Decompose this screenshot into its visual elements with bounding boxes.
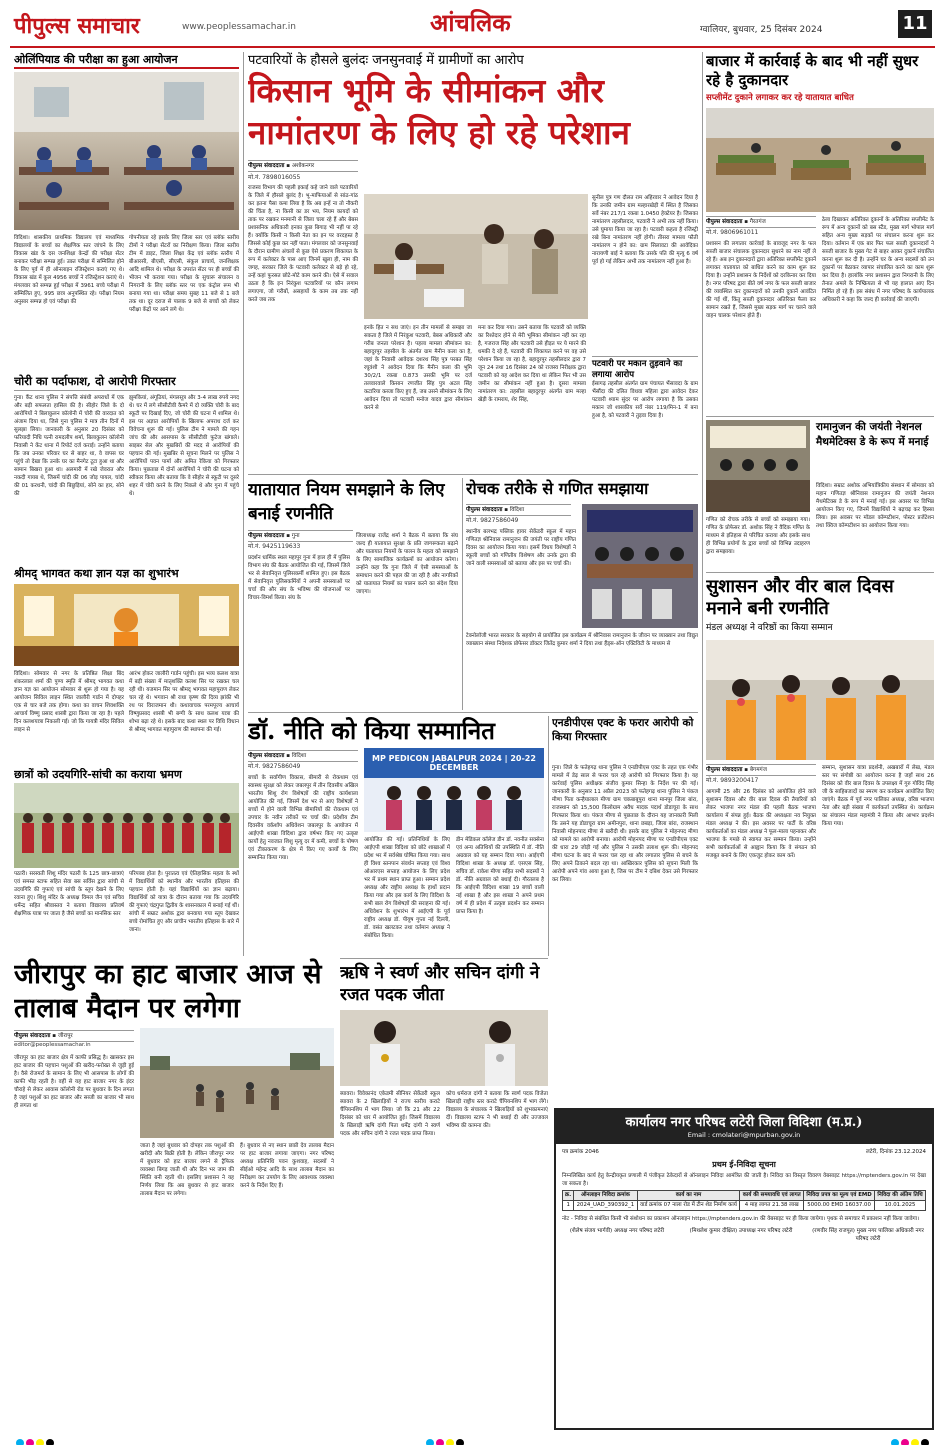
neeti-article (248, 716, 544, 956)
kisan-article (248, 52, 698, 472)
dukandar-place: गैरतगंज (749, 219, 766, 225)
rochak-body-1: स्थानीय बलभद्र पब्लिक हायर सेकेंडरी स्कूल में महान गणितज्ञ श्रीनिवास रामानुजन की जयंती पर राष्ट्रीय गणित दिवस का आयोजन किया गया। इसमें विधय विशेषज्ञों ने स्कूली बच्चों को गणितीय विशेषण और उनके द्वारा की जाने वाली समस्याओं को बताया और इस पर चर्चा की। (466, 529, 576, 567)
theft-body-2: झुमकियां, अंगूठियां, मंगलसूत्र और 3-4 लाख रुपये नगद थे। घर में लगे सीसीटीवी कैमरे में दो व्यक्ति चोरी के बाद स्कूटी पर दिखाई दिए, जो चोरी की घटना में शामिल थे। इस पर अज्ञात आरोपियों के खिलाफ अपराध दर्ज कर विवेचना शुरू की गई। पुलिस टीम ने मामले की गहन जांच की और आसपास के सीसीटीवी फुटेज खंगाले। साइबर सेल और मुखबिरों की मदद से आरोपियों की पहचान की गई। मुखबिर से सूचना मिलने पर पुलिस ने आरोपियों पवन पार्मा और अमित रेकिया को गिरफ्तार किया। पूछताछ में दोनों आरोपियों ने चोरी की घटना को स्वीकार किया और बताया कि वे सीहोर से स्कूटी पर दूसरे शहर में चोरी करने के लिए निकले थे और गुना में पहुंचे थे। (129, 395, 239, 497)
sanchi-body-2: परिपक्व होता है। पुरातत्व एवं ऐतिहासिक महत्व के स्थों में विद्यार्थियों को स्थानीय और भारतीय इतिहास की पहचान होती है। यहां विद्यार्थियों का ज्ञान बढ़ाया। विद्यार्थियों को यात्रा के दौरान बताया गया कि उदयगिरि की गुफाएं चंद्रगुप्त द्वितीय के शासनकाल में बनाई गई थीं। सांची में सम्राट अशोक द्वारा बनवाया गया स्तूप देखकर बच्चे रोमांचित हुए और प्राचीन भारतीय इतिहास के बारे में जाना। (129, 871, 239, 933)
tender-th-fee: निविदा प्रपत्र का मूल्य एवं EMD (804, 1191, 875, 1201)
sanchi-body-1: पठारी। सरस्वती शिशु मंदिर पठारी के 125 छात्र-छात्राएं एवं समस्त स्टाफ सहित सेवा बस सर्विस द्वारा सांची से उदयगिरि की गुफाएं एवं सांची के स्तूप देखने के लिए रवाना हुए। शिशु मंदिर के अध्यक्ष विमल जैन एवं सचिव धर्मेन्द्र सहित श्रीवास्तव ने बताया विद्यालय प्रतिवर्ष शैक्षणिक यात्रा पर जाता है जैसे बच्चों का मानसिक स्तर (14, 871, 124, 917)
math-seminar-illustration (582, 504, 698, 628)
ramanujan-photo (706, 420, 810, 512)
bhagwat-article (14, 566, 239, 766)
tender-note: नोट - निविदा से संबंधित किसी भी संशोधन का प्रकाशन ऑनलाइन https://mptenders.gov.in की वेबसाइट पर ही किया जायेगा। पृथक से समाचार में प्रकाशन नहीं किया जावेगा। (562, 1216, 920, 1222)
tender-td-period: 4 माह लागत 21.38 लाख (740, 1201, 804, 1211)
jeerapur-bureau: पीपुल्स संवाददाता (14, 1033, 51, 1039)
tender-th-period: कार्य की समयावधि एवं लागत (740, 1191, 804, 1201)
market-ground-illustration (140, 1028, 334, 1138)
dukandar-deck: सप्लीमेंट दुकाने लगाकर कर रहे यातायात बाधित (706, 93, 854, 103)
jeerapur-body-3: हैं। बुधवार से नए स्थान छाप्री देव तालाब मैदान पर हाट बाजार लगाया जाएगा। नगर परिषद अध्यक्ष प्रतिनिधि पवन कुशवाह, सदस्यों ने सीईओ महेन्द्र आदि के साथ तालाब मैदान का निरीक्षण कर उपयोग के लिए आवश्यक व्यवस्था करने के निर्देश दिए हैं। (240, 1143, 334, 1189)
bhagwat-title: श्रीमद् भागवत कथा ज्ञान यज्ञ का शुभारंभ (14, 567, 179, 580)
tender-header (556, 1110, 932, 1144)
tender-th-work: कार्य का नाम (637, 1191, 740, 1201)
dukandar-byline: पीपुल्स संवाददाता ▪ गैरतगंज (706, 216, 816, 228)
yatayat-body-2: जिलाध्यक्ष राजेंद्र शर्मा ने बैठक में बताया कि संघ जल्द ही यातायात सुरक्षा के प्रति जागरूकता बढ़ाने और यातायात नियमों के पालन के महत्व को समझाने के लिए सामाजिक कार्यक्रमों का आयोजन करेगा। उन्होंने कहा कि गुना जिले में ऐसी समस्याओं के समाधान करने की पहल की जा रही है और नागरिकों को यातायात नियमों का पालन करने का संदेश दिया जाएगा। (356, 533, 458, 595)
jeerapur-email[interactable]: editor@peoplessamachar.in (14, 1042, 91, 1048)
yatayat-mobile: मो.नं. 9425119633 (248, 543, 301, 550)
rochak-title: रोचक तरीके से गणित समझाया (466, 479, 649, 498)
tender-th-sno: क्र. (563, 1191, 574, 1201)
page-number-badge (898, 10, 932, 38)
neeti-byline: पीपुल्स संवाददाता ▪ विदिशा (248, 750, 358, 762)
tender-td-fee: 5000.00 EMD 16037.00 (804, 1201, 875, 1211)
vegetable-market-illustration (706, 108, 934, 212)
tender-notice (554, 1108, 934, 1430)
sushasan-byline: पीपुल्स संवाददाता ▪ बेगमगंज (706, 764, 816, 776)
sushasan-body-2: सम्मान, सुशासन यात्रा प्रदर्शनी, अखबारों में लेख, मंडल स्तर पर संगोष्ठी का आयोजन करना है जहाँ साथ 26 दिसंबर को वीर बाल दिवस के उपलक्ष्य में गुरु गोविंद सिंह जी के साहिबजादों का स्मरण कर कार्यक्रम आयोजित किए जाएंगे। बैठक में पूर्व नगर पालिका अध्यक्ष, वरिष्ठ भाजपा नेता और बड़ी संख्या में कार्यकर्ता उपस्थित थे। कार्यक्रम का संचालन मंडल महामंत्री ने किया और आभार प्रदर्शन किया गया। (822, 765, 934, 827)
tender-table-header (563, 1191, 926, 1201)
ramanujan-body: विदिशा। सम्राट अशोक अभियांत्रिकीय संस्थान में सोमवार को महान गणितज्ञ श्रीनिवास रामानुजन की जयंती नेशनल मैथमेटिक्स डे के रूप में मनाई गई। इस अवसर पर विभिन्न आयोजन किए गए, जिनमें विद्यार्थियों ने बढ़चढ़ कर हिस्सा लिया। इस अवसर पर मॉडल कॉम्पटीशन, पोस्टर प्रजेंटेशन तथा क्विज कॉम्पटीशन का आयोजन किया गया। (816, 483, 934, 529)
neeti-bureau: पीपुल्स संवाददाता (248, 753, 285, 759)
rochak-place: विदिशा (509, 507, 525, 513)
theft-body-1: गुना। कैंट थाना पुलिस ने संपत्ति संबंधी अपराधों में एक और बड़ी सफलता हासिल की है। सीहोर जिले के दो आरोपियों ने बिलाकुलन कॉलोनी में चोरी की वारदात को अंजाम दिया था, जिसे गुना पुलिस ने मात्र तीन दिनों में सुलझा लिया। जानकारी के अनुसार 20 दिसंबर को फरियादी निधि पत्नी रामदलीप शर्मा, बिलाकुलन कॉलोनी निवासी ने केंट थाना में रिपोर्ट दर्ज कराई। उन्होंने बताया कि जब उनका परिवार घर से बाहर था, वे वापस घर पहुंचे तो देखा कि उनके घर का मैनगेट टूटा हुआ था और सामान बिखरा हुआ था। अलमारी में रखे जेवरात और नकदी गायब थे, जिसमें चांदी की 06 जोड़ पायल, चांदी की 01 करधनी, चांदी की बिछुड़ियां, सोने का हार, सोने की (14, 395, 124, 497)
neeti-title: डॉ. नीति को किया सम्मानित (248, 716, 495, 745)
tender-td-sno: 1 (563, 1201, 574, 1211)
sushasan-deck: मंडल अध्यक्ष ने वरिष्ठों का किया सम्मान (706, 623, 833, 633)
theft-title: चोरी का पर्दाफाश, दो आरोपी गिरफ्तार (14, 372, 239, 391)
tender-sign-vice: (मिथलेश कुमार दीक्षित) उपाध्यक्ष नगर परिषद लटेरी (689, 1228, 793, 1234)
olympiad-article (14, 52, 239, 372)
rochak-article (466, 478, 698, 710)
neeti-mobile: मो.नं. 9827586049 (248, 763, 301, 770)
olympiad-photo (14, 72, 239, 230)
olympiad-title: ओलिंपियाड की परीक्षा का हुआ आयोजन (14, 52, 239, 69)
olympiad-body-2: गोपनीयता रहे इसके लिए जिला स्तर एवं ब्लॉक स्तरीय टीमों ने परीक्षा सेंटरों का निरीक्षण किया। जिला स्तरीय टीम में डाइट, जिला शिक्षा केंद्र एवं ब्लॉक स्तरीय में बीआरसी, बीएसी, सीएसी, संकुल प्राचार्य, जनशिक्षक आदि शामिल थे। परीक्षा के उपरांत सेंटर पर ही बच्चों की भीजन भी कराया गया। परीक्षा के सुचारू संचालन व निगरानी के लिए ब्लॉक स्तर पर एक कंट्रोल रूम भी बनाया गया था। परीक्षा समय सुबह 11 बजे से 1 बजे तक था। दूर दराज से पालक 9 बजे से बच्चों को लेकर परीक्षा केंद्रों पर आने लगे थे। (129, 235, 239, 313)
theft-article (14, 372, 239, 562)
medal-winners-illustration (340, 1010, 548, 1086)
tender-table (562, 1190, 926, 1211)
sushasan-title: सुशासन और वीर बाल दिवस मनाने बनी रणनीति (706, 576, 894, 619)
dukandar-bureau: पीपुल्स संवाददाता (706, 219, 743, 225)
sanchi-title: छात्रों को उदयगिरि-सांची का कराया भ्रमण (14, 768, 182, 781)
table-row (563, 1201, 926, 1211)
rochak-body-2: टेक्नोलॉजी भारत सरकार के सहयोग से प्रायोजित इस कार्यक्रम में श्रीनिवास रामानुजन के जीवन पर व्याख्यान तथा विद्युत व्याख्यान संस्था निदेशक प्रोफेसर डॉक्टर जितेंद्र कुमार शर्मा ने दिया तथा हैंड्स-ऑन एक्टिविटी के माध्यम से (466, 633, 698, 647)
rochak-mobile: मो.नं. 9827586049 (466, 517, 519, 524)
neeti-photo (364, 748, 544, 832)
yatayat-bureau: पीपुल्स संवाददाता (248, 533, 285, 539)
students-group-illustration (14, 783, 239, 868)
tender-ref: पत्र क्रमांक 2046 (562, 1149, 599, 1155)
jeerapur-article (14, 958, 334, 1428)
dukandar-photo (706, 108, 934, 212)
kisan-title: किसान भूमि के सीमांकन और नामांतरण के लिए हो रहे परेशान (248, 71, 630, 152)
tender-sign-cmo: (रणवीर सिंह राजपूत) मुख्य नगर पालिका अधिकारी नगर परिषद लटेरी (812, 1228, 924, 1242)
yatayat-title: यातायात नियम समझाने के लिए बनाई रणनीति (248, 480, 445, 524)
dukandar-body-2: ठेला दिखाकर अतिरिक्त दुकानों के अतिरिक्त सप्लीमेंट के रूप में अन्य दुकानों को बस स्टैंड, मुख्य मार्ग भोपाल मार्ग सहित अन्य मुख्य सड़कों पर संचालन करना शुरू कर दिया। वर्तमान में एक बार फिर फल सब्जी दुकानदारों ने सब्जी बाजार के मुख्य गेट से बाहर आकर दुकानें संचालित करना शुरू कर दी है। उन्होंने घर के अन्य सदस्यों को उन दुकानों पर बैठाकर व्यापार संचालित करने का काम शुरू कर दिया है। हालांकि नगर प्रशासन द्वारा निगरानी के लिए तैनात अमले के निष्क्रियता से भी यह हालात आए दिन निर्मित हो रहे हैं। इस संबंध में नगर परिषद के कार्यपालक अधिकारी ने कहा कि जल्द ही कार्रवाई की जाएगी। (822, 217, 934, 303)
section-name: आंचलिक (430, 8, 511, 37)
kisan-body-3: मना कर दिया गया। उसने बताया कि पटवारी को व्यक्ति का रिश्तेदार होने से मेरी भूमिका सीमांकन नहीं कर रहा है, गजराज सिंह और पटवारी उसे हीड़त पर ये मारने की धमकी दे रहे हैं, पटवारी की शिकायत करने पर वह उसे परेशान किया जा रहा है, बहादुरपुर तहसीलदार द्वारा 7 जून 24 तथा 16 दिसंबर 24 को राजस्व निरीक्षक द्वारा पटवारी को यह आदेश कर दिया था लेकिन फिर भी उस जमीन का सीमांकन नहीं हुआ है। दूसरा मामला नामांतरण का: तहसील बहादुरपुर अंतर्गत ग्राम मल्हा खेड़ी के रामराय, शेर सिंह, (478, 325, 586, 403)
sanchi-body (14, 870, 239, 952)
bhagwat-photo (14, 584, 239, 666)
tender-intro: निम्नलिखित कार्य हेतु केन्द्रीयकृत प्रणाली में पंजीकृत ठेकेदारों से ऑनलाइन निविदा आमंत्रित की जाती है। निविदा का विस्तृत विवरण वेबसाइट https://mptenders.gov.in पर देखा जा सकता है। (562, 1173, 926, 1187)
olympiad-body-1: विदिशा। शासकीय प्राथमिक विद्यालय एवं माध्यमिक विद्यालयों के बच्चों का शैक्षणिक स्तर जांचने के लिए विकास खंड के दस जनशिक्षा केन्द्रों की परीक्षा सेंटर बनाकर परीक्षा सम्पन्न हुई। उक्त परीक्षा में सम्मिलित होने के लिए पूर्व में ही ऑनलाइन रजिस्ट्रेशन कराएं गए थे। विकास खंड में कुल 4956 बच्चों ने रजिस्ट्रेशन कराएं थे। मंगलवार को सम्पन्न हुई परीक्षा में 3961 बच्चे परीक्षा में सम्मिलित हुए, 995 छात्र अनुपस्थित रहे। परीक्षा नियम अनुसार सम्पन्न हो एवं परीक्षा की (14, 235, 124, 305)
sushasan-photo (706, 640, 934, 760)
kisan-bureau: पीपुल्स संवाददाता (248, 163, 285, 169)
kisan-subhead: पटवारी पर मकान तुड़वाने का लगाया आरोप (592, 356, 698, 381)
katha-stage-illustration (14, 584, 239, 666)
rishi-article (340, 962, 548, 1152)
page-number: 11 (902, 13, 928, 34)
tender-sign-president: (शैलेष संजय भार्गवी) अध्यक्ष नगर परिषद लटेरी (569, 1228, 665, 1234)
ramanujan-article (706, 420, 934, 570)
ndps-article (552, 716, 698, 1106)
jeerapur-byline: पीपुल्स संवाददाता ▪ जीरापुर (14, 1030, 134, 1042)
yatayat-article (248, 478, 458, 710)
ramanujan-title: रामानुजन की जयंती नेशनल मैथमेटिक्स डे के रूप में मनाई (816, 421, 929, 448)
kisan-byline: पीपुल्स संवाददाता ▪ अशोकनगर (248, 160, 358, 172)
rishi-body-2: कोच धर्मराज दांगी ने बताया कि स्वर्ण पदक विजेता खिलाड़ी राष्ट्रीय स्तर कराटे चैंपियनशिप में भाग लेंगे। विद्यालय के संचालक ने खिलाड़ियों को शुभकामनाएं दीं। विद्यालय स्टाफ ने भी बधाई दी और उज्जवल भविष्य की कामना की। (446, 1091, 548, 1129)
rochak-body-3: गणित को रोचक तरीके से बच्चों को समझाया गया। गणित के प्रोफेसर डॉ. अशोक सिंह ने वैदिक गणित के माध्यम से इतिहास से परिचित कराया और इसके साथ ही विभिन्न प्रयोगों के द्वारा बच्चों को विभिन्न उदाहरण द्वारा समझाया। (706, 517, 810, 555)
dukandar-mobile: मो.नं. 9806961011 (706, 229, 759, 236)
kisan-photo (364, 194, 588, 319)
color-registration-marks (0, 1438, 945, 1445)
jansunwai-illustration (364, 194, 588, 319)
jeerapur-body-2: जाता है जहां बुधवार को दोपहर तक पशुओं की खरीदी और बिक्री होती है। लेकिन जीरापुर नगर में बुधवार को हाट बाजार लगने से ट्रैफिक व्यवस्था बिगड़ जाती थी और दिन भर जाम की स्थिति बनी रहती थी। इसलिए प्रशासन ने यह निर्णय लिया कि अब बुधवार से हाट बाजार तालाब मैदान पर लगेगा। (140, 1143, 234, 1197)
jeerapur-body-1: जीरापुर का हाट बाजार क्षेत्र में काफी प्रसिद्ध है। खासकर इस हाट बाजार की पहचान पशुओं की खरीद-फरोख्त से जुड़ी हुई है। वैसे रोजमर्रा के सामान के लिए भी आसपास के लोगों की काफी भीड़ रहती है। वहीं से यह हाट बाजार नगर के इंदर चौराहे से लेकर आवास कॉलोनी रोड पर बुधवार के दिन लगता है जहां पशुओं का हाट बाजार और सब्जी का बाजार भी साथ ही लगता था (14, 1055, 134, 1109)
yatayat-body-1: प्रदर्शन धार्मिक स्थल महापुर गुना में हाल ही में पुलिस विभाग संघ की बैठक आयोजित की गई, जिसमें जिले भर से सेवानिवृत्त पुलिसकर्मी शामिल हुए। इस बैठक में सेवानिवृत्त पुलिसकर्मियों ने अपनी समस्याओं पर चर्चा की और संघ के भविष्य की योजनाओं पर विचार-विमर्श किया। संघ के (248, 555, 350, 601)
exam-hall-illustration (14, 72, 239, 230)
dukandar-article (706, 52, 934, 414)
sushasan-article (706, 576, 934, 986)
sushasan-bureau: पीपुल्स संवाददाता (706, 767, 743, 773)
dateline: ग्वालियर, बुधवार, 25 दिसंबर 2024 (700, 25, 823, 35)
sushasan-place: बेगमगंज (749, 767, 767, 773)
neeti-body-1: बच्चों के सर्वांगीण विकास, बीमारी से रोकथाम एवं स्वास्थ्य सुरक्षा को लेकर जबलपुर में तीन दिवसीय अखिल भारतीय शिशु रोग विशेषज्ञों की राष्ट्रीय कार्यशाला आयोजित की गई, जिसमें देश भर से आए विशेषज्ञों ने बच्चों में होने वाली विभिन्न बीमारियों की रोकथाम एवं उपचार के नवीन तरीकों पर चर्चा की। प्रदेशीय टीम दिवसीय वर्कशॉप अधिवेशन जबलपुर के आयोजन में आईएपी शाखा विदिशा द्वारा वर्षभर किए गए उत्कृष्ट कार्यों हेतु नवजात शिशु मृत्यु दर में कमी, बच्चों के पोषण एवं टीकाकरण के क्षेत्र में किए गए कार्यों के लिए सम्मानित किया गया। (248, 775, 358, 861)
tender-notice-label: प्रथम ई-निविदा सूचना (712, 1160, 776, 1169)
kisan-kicker: पटवारियों के हौसले बुलंदः जनसुनवाई में ग्रामीणों का आरोप (248, 53, 524, 68)
masthead (0, 0, 945, 50)
kisan-body-4: सुनील पुत्र गण दौलत राम अहिरवार ने आवेदन दिया है कि उनकी जमीन ग्राम मल्हारखेड़ी में स्थित है जिसका सर्वे नंबर 217/1 रकबा 1.0450 हेक्टेयर है। जिसका नामांतरण तहसीलदार, पटवारी ने अभी तक नहीं किया। उसे घुमाया किया जा रहा है। पटवारी कहता है रजिस्ट्री रखे बिना नामांतरण नहीं होगी। तीसरा मामला फौती नामांतरण न होने का: ग्राम सिलावटा की आवेदिका नारायणी बाई ने बताया कि उसके पति की मृत्यु 6 वर्ष पूर्व हो गई लेकिन अभी तक नामांतरण नहीं हुआ है। (592, 195, 698, 265)
paper-name: पीपुल्स समाचार (14, 13, 140, 39)
rochak-bureau: पीपुल्स संवाददाता (466, 507, 503, 513)
paper-website[interactable]: www.peoplessamachar.in (182, 22, 296, 32)
dukandar-body-1: प्रशासन की लगातार कार्रवाई के बावजूद नगर के फल सब्जी बाजार संचालक दुकानदार सुधरने का नाम नहीं ले रहे हैं। अब इन दुकानदारों द्वारा अतिरिक्त सप्लीमेंट दुकानें लगाकर यातायात को बाधित करने का काम शुरू कर दिया है। उन्होंने प्रशासन के निर्देशों को दरकिनार कर दिया है। नगर परिषद द्वारा बीते वर्ष नगर के फल सब्जी बाजार की व्यवस्थित कर दुकानदारों को उनकी दुकानें आवंटित की गई थीं, किंतु सब्जी दुकानदार अतिरिक्त फैला कर सामान रखते हैं, जिससे मुख्य सड़क मार्ग पर चलने वाले वाहन चालक परेशान होते हैं। (706, 241, 816, 319)
kisan-body-2: इनके हित न सध जाएं। इन तीन मामलों से समझा जा सकता है जिले में निरंकुश पटवारी, बेबस अधिकारी और गरीब जनता परेशान है। पहला मामला सीमांकन का: बहादुरपुर तहसील के अंतर्गत ग्राम मैनीन कला का है, जहां के निवासी आवेदक दशरथ सिंह पुत्र परबत सिंह रघुवंशी ने आवेदन दिया कि मैनीन कला की भूमि 30/2/1 रकबा 0.873 उसकी भूमि पर दर्ज तलवारवाले किसान रणजीत सिंह पुत्र अटल सिंह कटारिया कब्जा किए हुए हैं, जब उसने सीमांकन के लिए आवेदन दिया तो पटवारी मनोज यादव द्वारा सीमांकन करने से (364, 325, 472, 411)
sushasan-body-1: आगामी 25 और 26 दिसंबर को आयोजित होने वाले सुशासन दिवस और वीर बाल दिवस की तैयारियों को लेकर भाजपा नगर मंडल की पहली बैठक भाजपा कार्यालय में संपन्न हुई। बैठक की अध्यक्षता नव नियुक्त मंडल अध्यक्ष ने की। इस अवसर पर पार्टी के वरिष्ठ कार्यकर्ताओं का मंडल अध्यक्ष ने फूल-माला पहनाकर और भाजपा के गमछे से स्वागत कर सम्मान किया। उन्होंने सभी कार्यकर्ताओं से आह्वान किया कि वे संगठन को मजबूत बनाने के लिए एकजुट होकर काम करें। (706, 789, 816, 859)
rochak-byline: पीपुल्स संवाददाता ▪ विदिशा (466, 504, 571, 516)
jeerapur-photo (140, 1028, 334, 1138)
rochak-photo (582, 504, 698, 628)
tender-th-lastdate: निविदा की अंतिम तिथि (875, 1191, 926, 1201)
print-registration-bar (0, 1434, 945, 1445)
neeti-body-2: आयोजित की गई। प्रतिनिधियों के लिए आईएपी शाखा विदिशा को छोटे शाखाओं में प्रदेश भर में सर्वश्रेष्ठ घोषित किया गया। साथ ही विश्व स्तनपान संवर्धन सप्ताह एवं विश्व ओआरएस सप्ताह आयोजन के लिए प्रदेश भर में प्रथम स्थान प्राप्त हुआ। सम्मान प्रदेश अध्यक्ष और राष्ट्रीय अध्यक्ष के हाथों प्रदान किया गया और इस कार्य के लिए विदिशा के सभी बाल रोग विशेषज्ञों की सराहना की गई। अधिवेशन के शुभारंभ में आईएपी के पूर्व राष्ट्रीय अध्यक्ष डॉ. पीयूष गुप्ता नई दिल्ली, डॉ. वसंत खलटकर तथा वर्तमान अध्यक्ष ने संबोधित किया। (364, 837, 450, 939)
jeerapur-title: जीरापुर का हाट बाजार आज से तालाब मैदान पर लगेगा (14, 959, 322, 1024)
yatayat-place: गुना (291, 533, 300, 539)
ndps-title: एनडीपीएस एक्ट के फरार आरोपी को किया गिरफ्तार (552, 717, 694, 743)
tender-email[interactable]: Email : cmolateri@mpurban.gov.in (687, 1131, 801, 1139)
kisan-body-1: राजस्व विभाग की पहली इकाई कहे जाने वाले पटवारियों के जिले में हौसले बुलंद है। भू-माफियाओं से सांठ-गांठ कर इतना पैसा कमा लिया है कि अब इन्हें ना तो नौकरी की चिंता है, ना किसी का डर भय, नियम कायदों को ताक पर रखकर मनमानी से जिला चला रहे हैं और बेबस प्रशासनिक अधिकारी इनका कुछ बिगाड़ भी नहीं पा रहे हैं। क्योंकि किसी न किसी नेता का इन पर वरदहस्त है जिससे कोई कुछ कर नहीं पाता। मंगलवार को जनसुनवाई के दौरान ग्रामीण अंचलों से कुछ ऐसे प्रकरण शिकायत के रूप में कलेक्टर के पास आए जिनमें खुला ही, नाम की जगह, सरकार जिले के पटवारी कलेक्टर से बड़े हो रहे, उन्हें कहां फुरसत छोटे-मोटे काम करने की। ऐसे में सवाल उठता है कि इन निरंकुश पटवारियों पर कौन लगाम लगाएगा, जो गरीबों, असहायों के काम तब तक नहीं करते जब तक (248, 185, 358, 303)
bjp-meeting-illustration (706, 640, 934, 760)
jeerapur-place: जीरापुर (57, 1033, 73, 1039)
rishi-photo (340, 1010, 548, 1086)
dukandar-title: बाजार में कार्रवाई के बाद भी नहीं सुधर रहे है दुकानदार (706, 52, 919, 89)
yatayat-byline: पीपुल्स संवाददाता ▪ गुना (248, 530, 353, 542)
kisan-mobile: मो.नं. 7898016055 (248, 174, 301, 181)
neeti-place: विदिशा (291, 753, 307, 759)
tender-td-work: वार्ड क्रमांक 07 नाला रोड में टीन शेड निर्माण कार्य (637, 1201, 740, 1211)
ndps-body: गुना। जिले के फतेहगढ़ थाना पुलिस ने एनडीपीएस एक्ट के तहत एक गंभीर मामले में डेढ़ साल से फरार चल रहे आरोपी को गिरफ्तार किया है। यह कार्रवाई पुलिस अधीक्षक संजीव कुमार सिन्हा के निर्देश पर की गई। जानकारी के अनुसार 11 अप्रैल 2023 को फतेहगढ़ थाना पुलिस ने पंकज मीणा पिता कन्हैयालाल मीणा ग्राम चकबाबूपुरा थाना मानपुर जिला बांरा, राजस्थान को 15,500 किलोग्राम अवैध मादक पदार्थ डोडाचूरा के साथ गिरफ्तार किया था। पंकज मीणा से पूछताछ के दौरान यह जानकारी मिली कि उसने यह डोडाचूरा ग्राम अमीनपुरा, थाना छबड़ा, जिला बांरा, राजस्थान निवासी मोहनपाद मीणा से खरीदी थी। इसके बाद पुलिस ने मोहनपद मीणा को मामले का आरोपी बनाया। आरोपी मोहनपद मीणा पर एनडीपीएस एक्ट की धारा 29 जोड़ी गई और पुलिस ने उसकी तलाश शुरू की। मोहनपद मीणा घटना के बाद से फरार चल रहा था और लगातार पुलिस से बचने के लिए अपने ठिकाने बदल रहा था। आखिरकार पुलिस को सूचना मिली कि आरोपी अपने गांव आया हुआ है, जिस पर टीम ने दबिश देकर उसे गिरफ्तार कर लिया। (552, 765, 698, 883)
sanchi-article (14, 768, 239, 868)
tender-td-number: 2024_UAD_390392_1 (574, 1201, 637, 1211)
bhagwat-body-1: विदिशा। सोमवार से नगर के प्रतिष्ठित शिक्षा बिंद शंकरलाल शर्मा की पुण्य स्मृति में श्रीमद् भागवत कथा ज्ञान यज्ञ का आयोजन सोमवार से शुरू हो गया है। यह आयोजन सिविल लाइन स्थित जालौरी गार्डन में दोपहर एक से चार बजे तक होगा। कथा का वाचन शिवशक्ति आचार्य विष्णु प्रसाद शास्त्री द्वारा किया जा रहा है। पहले दिन कलशयात्रा निकाली गई। जो कि गायत्री मंदिर सिविल लाइन से (14, 671, 124, 733)
tender-td-lastdate: 10.01.2025 (875, 1201, 926, 1211)
tender-title: कार्यालय नगर परिषद लटेरी जिला विदिशा (म.प्र.) (625, 1115, 863, 1130)
pedicon-banner-text: MP PEDICON JABALPUR 2024 | 20-22 DECEMBER (372, 754, 536, 772)
tender-date: लटेरी, दिनांक 23.12.2024 (866, 1149, 926, 1155)
rishi-title: ऋषि ने स्वर्ण और सचिन दांगी ने रजत पदक जीता (340, 963, 540, 1005)
kisan-subbody: ईसागढ़ तहसील अंतर्गत ग्राम पंचायत भैंसावदा के ग्राम भैंसौंदा की दलित विधवा महिला द्वारा आवेदन देकर पटवारी श्याम सुंदर पर आरोप लगाया है कि उसका मकान जो शासकीय सर्वे नंबर 119/मिन-1 में बना हुआ है, को पटवारी ने तुड़वा दिया है। (592, 381, 698, 419)
sushasan-mobile: मो.नं. 9893200417 (706, 777, 759, 784)
college-event-illustration (706, 420, 810, 512)
sanchi-photo (14, 783, 239, 868)
bhagwat-body-2: आरंभ होकर जालौरी गार्डन पहुंची। इस भव्य कलश यात्रा में बड़ी संख्या में मातृशक्ति कलश सिर पर रखकर चल रही थी। यजमान सिर पर श्रीमद् भागवत महापुराण लेकर चल रहे थे। भगवान श्री राधा कृष्ण की दिव्य झांकी भी रथ पर विराजमान थी। कथावाचक परमपूज्य आचार्य विष्णुप्रसाद शास्त्री भी बग्गी के साथ कलश यात्रा की शोभा बढ़ा रहे थे। इसके बाद कथा स्थल पर विधि विधान से श्रीमद् भागवत महापुराण की स्थापना की गई। (129, 671, 239, 733)
kisan-place: अशोकनगर (291, 163, 315, 169)
rishi-body-1: ब्यावरा। विवेकानंद एकेडमी सीनियर सेकेंडरी स्कूल ब्यावरा के 2 खिलाड़ियों ने राज्य स्तरीय कराटे चैंपियनशिप में भाग लिया। जो कि 21 और 22 दिसंबर को धार में आयोजित हुई। जिसमें विद्यालय के खिलाड़ी ऋषि दांगी पिता धर्मेंद्र दांगी ने स्वर्ण पदक और सचिन दांगी ने रजत पदक प्राप्त किया। (340, 1091, 440, 1137)
tender-th-number: ऑनलाइन निविदा क्रमांक (574, 1191, 637, 1201)
neeti-body-3: डीन मेडिकल कॉलेज डीन डॉ. नवनीत सक्सेना एवं अन्य अतिथियों की उपस्थिति में डॉ. नीति अग्रवाल को यह सम्मान दिया गया। आईएपी विदिशा शाखा के अध्यक्ष डॉ. एसएस सिंह, सचिव डॉ. राकेश मीणा सहित सभी सदस्यों ने डॉ. नीति अग्रवाल को बधाई दी। गौरतलब है कि आईएपी विदिशा शाखा 19 बच्चों वाली नई शाखा है और इस शाखा ने अपने प्रथम वर्ष में ही प्रदेश में उत्कृष्ट प्रदर्शन कर सम्मान प्राप्त किया है। (456, 837, 544, 915)
